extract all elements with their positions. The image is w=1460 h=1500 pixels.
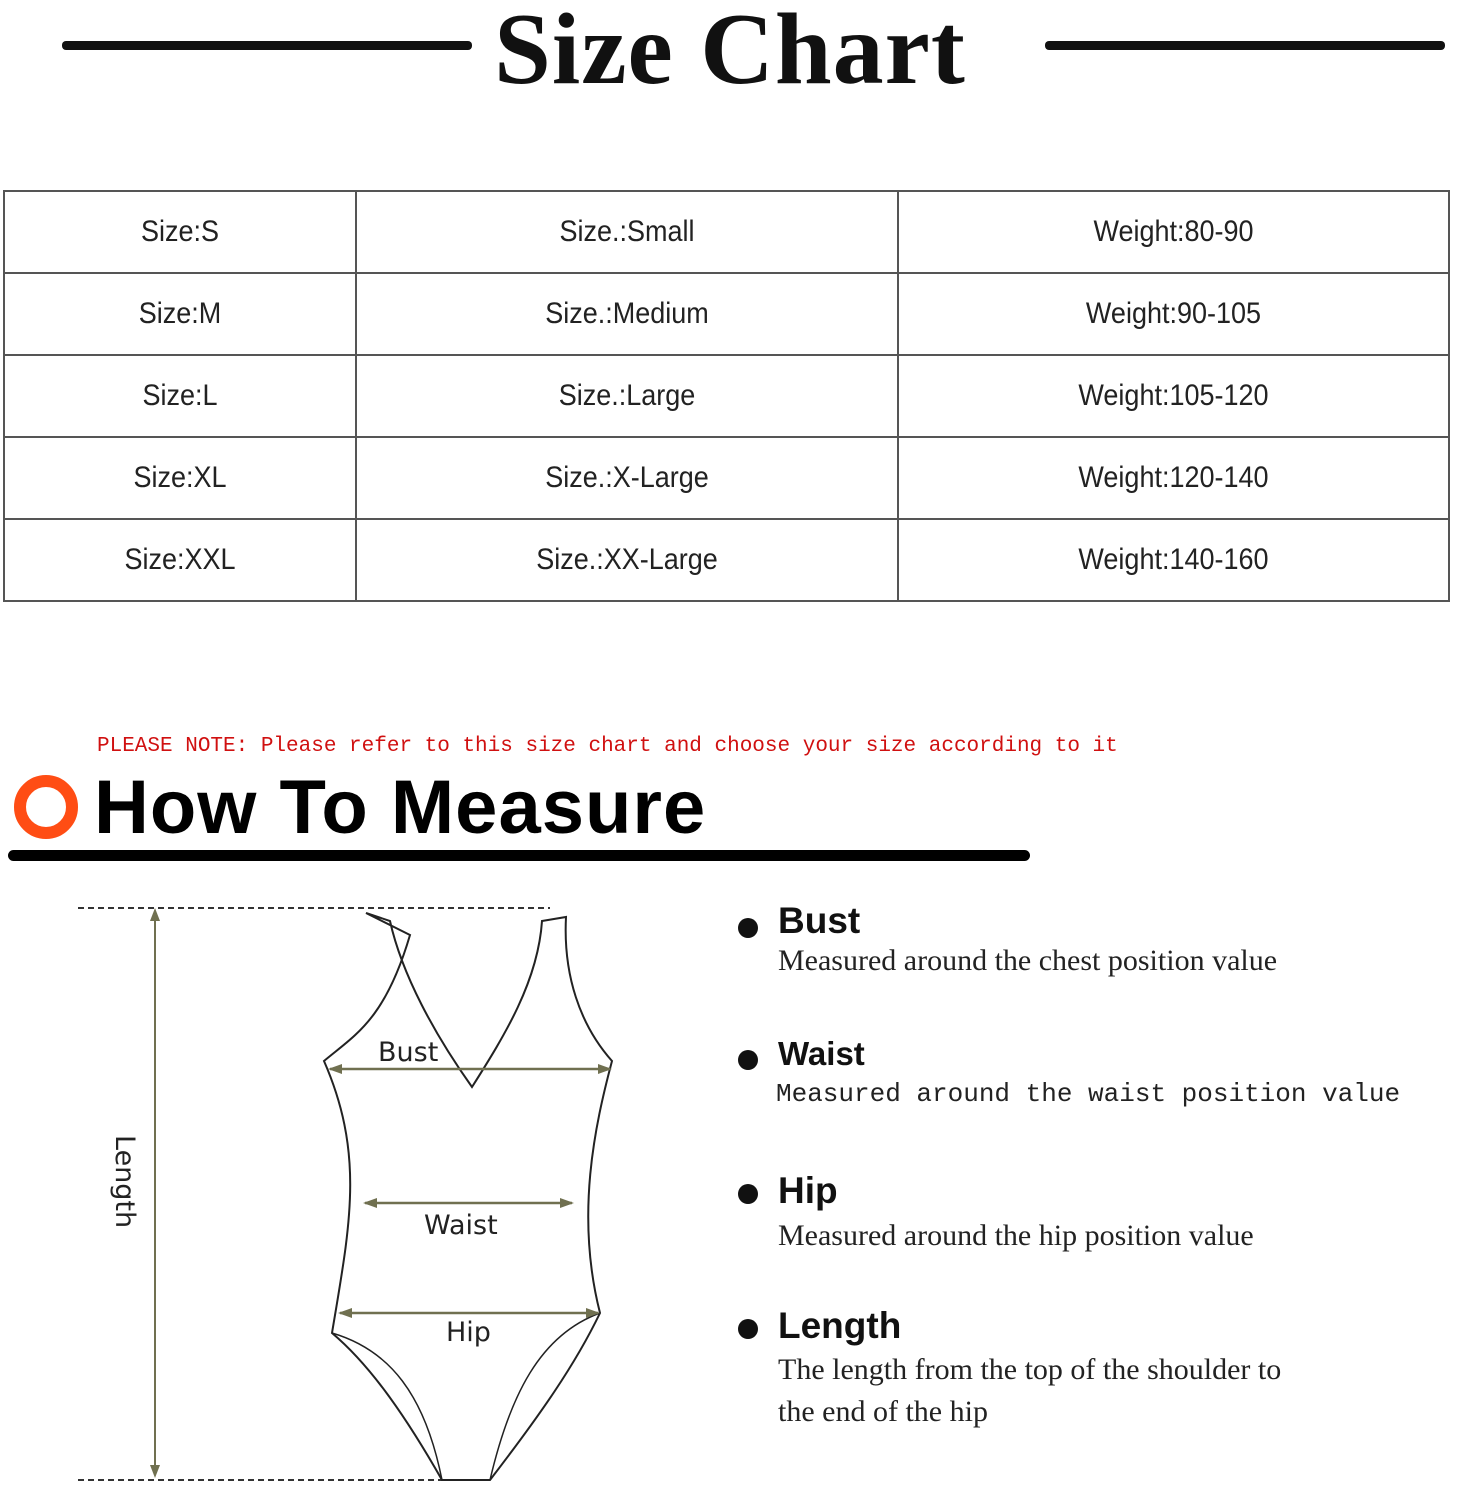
bullet-icon — [738, 1319, 758, 1339]
measure-item-desc-line1: The length from the top of the shoulder to — [778, 1353, 1282, 1386]
bullet-icon — [738, 1050, 758, 1070]
measure-item-title: Length — [778, 1305, 902, 1346]
size-code-cell: Size:L — [22, 355, 339, 437]
bust-label: Bust — [378, 1037, 439, 1068]
bullet-icon — [738, 918, 758, 938]
hip-arrow-head-left — [338, 1308, 352, 1318]
size-code-cell: Size:M — [22, 273, 339, 355]
table-row — [4, 191, 1449, 273]
size-name-cell: Size.:Small — [383, 191, 871, 273]
length-label: Length — [109, 1135, 140, 1229]
waist-arrow-head-left — [363, 1198, 377, 1208]
bust-arrow-head-left — [328, 1064, 342, 1074]
hip-label: Hip — [446, 1317, 491, 1348]
size-code-cell: Size:XL — [22, 437, 339, 519]
title-rule-right — [1045, 41, 1445, 50]
waist-label: Waist — [424, 1210, 498, 1241]
leg-line-left — [332, 1333, 442, 1480]
measure-item-title: Hip — [778, 1170, 838, 1211]
measure-diagram — [70, 895, 630, 1495]
measure-item-title: Bust — [778, 900, 861, 941]
how-to-measure-title: How To Measure — [94, 765, 707, 850]
table-row — [4, 273, 1449, 355]
weight-cell: Weight:90-105 — [926, 273, 1422, 355]
measure-item-desc: Measured around the waist position value — [776, 1079, 1401, 1109]
size-name-cell: Size.:XX-Large — [383, 519, 871, 601]
table-row — [4, 355, 1449, 437]
size-name-cell: Size.:Medium — [383, 273, 871, 355]
page-title: Size Chart — [494, 0, 966, 106]
table-row — [4, 519, 1449, 601]
size-table — [3, 190, 1450, 602]
swimsuit-outline — [324, 913, 612, 1480]
leg-line-right — [490, 1313, 600, 1480]
table-row — [4, 437, 1449, 519]
weight-cell: Weight:80-90 — [926, 191, 1422, 273]
weight-cell: Weight:140-160 — [926, 519, 1422, 601]
length-arrow-head-top — [150, 908, 160, 921]
size-name-cell: Size.:Large — [383, 355, 871, 437]
measure-item-desc-line2: the end of the hip — [778, 1395, 988, 1428]
weight-cell: Weight:120-140 — [926, 437, 1422, 519]
size-code-cell: Size:S — [22, 191, 339, 273]
size-name-cell: Size.:X-Large — [383, 437, 871, 519]
ring-icon — [14, 775, 78, 839]
measure-item-title: Waist — [778, 1035, 865, 1072]
measure-item-desc: Measured around the chest position value — [778, 944, 1278, 977]
waist-arrow-head-right — [560, 1198, 574, 1208]
bullet-icon — [738, 1184, 758, 1204]
size-code-cell: Size:XXL — [22, 519, 339, 601]
size-note: PLEASE NOTE: Please refer to this size chart and choose your size according to it — [97, 735, 1118, 758]
length-arrow-head-bottom — [150, 1465, 160, 1478]
weight-cell: Weight:105-120 — [926, 355, 1422, 437]
measure-item-desc: Measured around the hip position value — [778, 1219, 1254, 1252]
how-to-underline — [8, 850, 1030, 861]
